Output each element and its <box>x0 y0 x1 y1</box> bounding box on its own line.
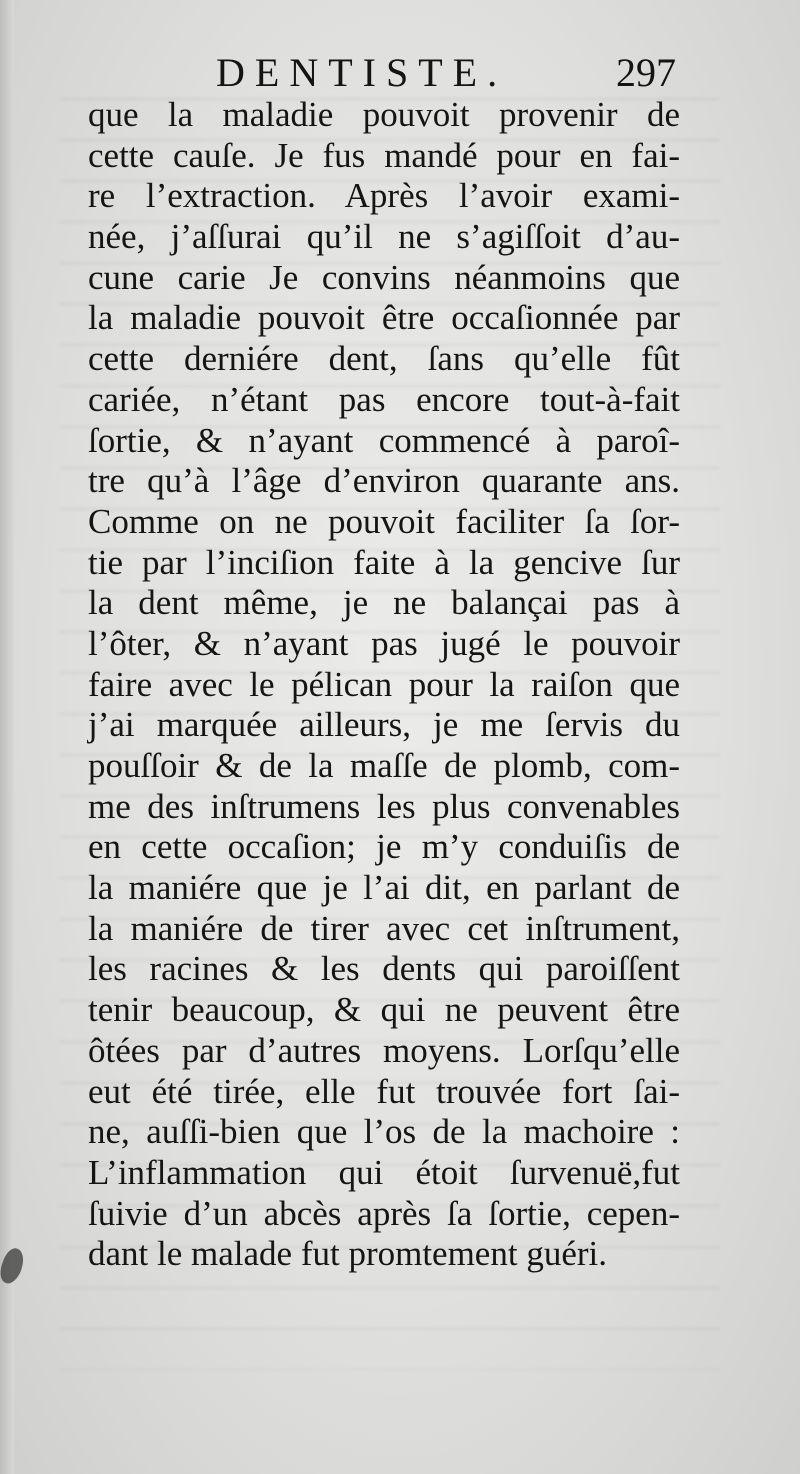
text-line: née, j’aſſurai qu’il ne s’agiſſoit d’au- <box>88 217 680 257</box>
text-line: L’inflammation qui étoit ſurvenuë,fut <box>88 1152 680 1192</box>
text-line: tre qu’à l’âge d’environ quarante ans. <box>88 461 680 501</box>
text-line: en cette occaſion; je m’y conduiſis de <box>88 827 680 867</box>
text-line-last: dant le malade fut promtement guéri. <box>88 1234 607 1274</box>
text-line: tie par l’inciſion faite à la gencive ſur <box>88 542 680 582</box>
text-line: la maniére que je l’ai dit, en parlant de <box>88 868 680 908</box>
page-number: 297 <box>616 50 676 95</box>
text-line: que la maladie pouvoit provenir de <box>88 95 680 134</box>
text-line: Comme on ne pouvoit faciliter ſa ſor- <box>88 501 680 541</box>
text-line: l’ôter, & n’ayant pas jugé le pouvoir <box>88 623 680 663</box>
text-line: les racines & les dents qui paroiſſent <box>88 949 680 989</box>
text-line: me des inſtrumens les plus convenables <box>88 786 680 826</box>
text-line: tenir beaucoup, & qui ne peuvent être <box>88 990 680 1030</box>
text-line: cette cauſe. Je fus mandé pour en fai- <box>88 135 680 175</box>
body-text <box>88 95 680 1275</box>
text-line: ne, auſſi-bien que l’os de la machoire : <box>88 1112 680 1152</box>
text-line: cune carie Je convins néanmoins que <box>88 257 680 297</box>
text-line: j’ai marquée ailleurs, je me ſervis du <box>88 705 680 745</box>
text-line: ſortie, & n’ayant commencé à paroî- <box>88 420 680 460</box>
text-line: re l’extraction. Après l’avoir exami- <box>88 176 680 216</box>
running-head: DENTISTE. <box>216 50 508 95</box>
text-line: ôtées par d’autres moyens. Lorſqu’elle <box>88 1030 680 1070</box>
text-line: ſuivie d’un abcès après ſa ſortie, cepen- <box>88 1193 680 1233</box>
text-line: pouſſoir & de la maſſe de plomb, com- <box>88 746 680 785</box>
text-line: cette derniére dent, ſans qu’elle fût <box>88 339 680 379</box>
text-line: faire avec le pélican pour la raiſon que <box>88 664 680 704</box>
text-line: la maniére de tirer avec cet inſtrument, <box>88 908 680 948</box>
text-line: cariée, n’étant pas encore tout-à-fait <box>88 379 680 419</box>
text-line: la dent même, je ne balançai pas à <box>88 583 680 623</box>
text-line: eut été tirée, elle fut trouvée fort ſai- <box>88 1071 680 1111</box>
page-header <box>96 48 676 98</box>
text-line: la maladie pouvoit être occaſionnée par <box>88 298 680 338</box>
